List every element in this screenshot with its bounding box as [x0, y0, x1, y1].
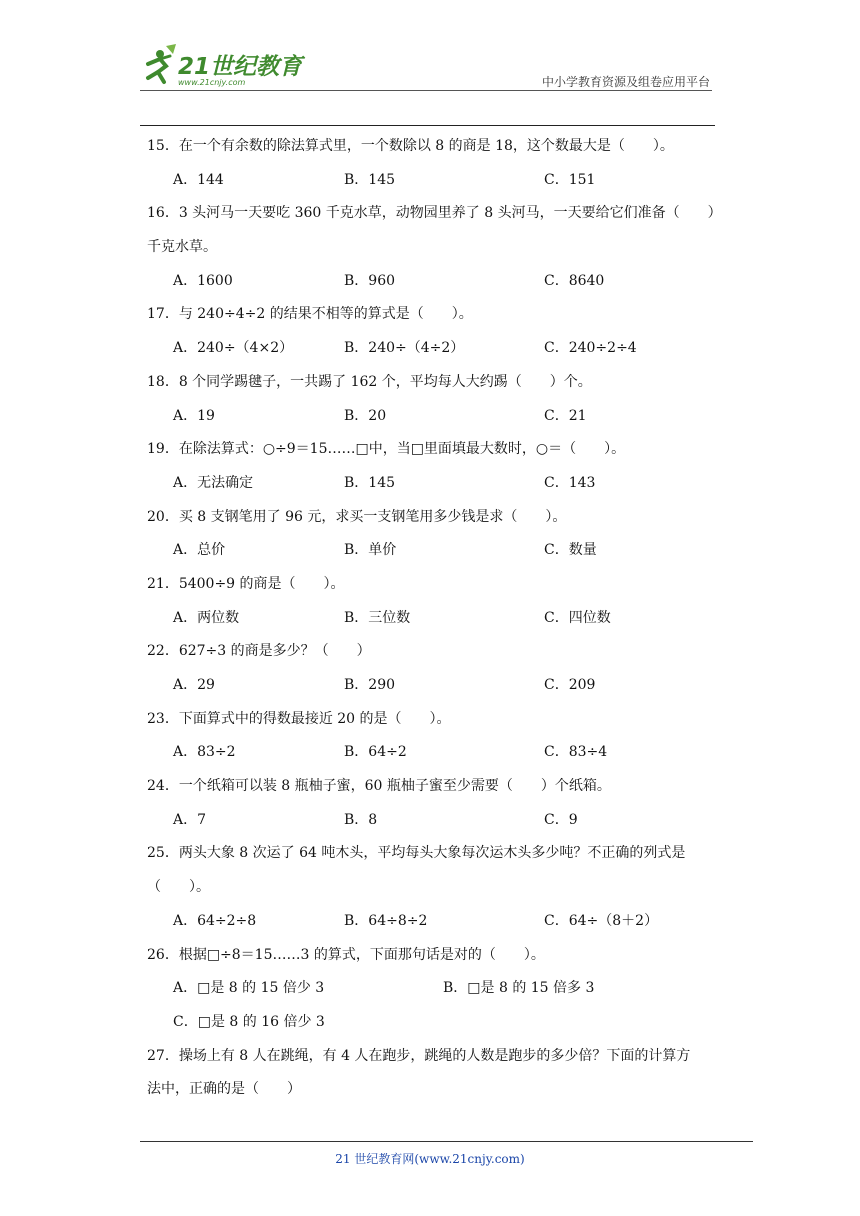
question-stem: 22．627÷3 的商是多少？（ ）	[147, 643, 371, 660]
question-stem: 23．下面算式中的得数最接近 20 的是（ ）。	[147, 710, 451, 727]
options-row	[147, 165, 717, 199]
option-b[interactable]: B．240÷（4÷2）	[344, 340, 465, 357]
options-row	[147, 906, 717, 940]
logo-url: www.21cnjy.com	[178, 78, 246, 87]
question-stem: （ ）。	[147, 879, 210, 896]
option-c[interactable]: C．83÷4	[544, 744, 608, 761]
option-a[interactable]: A．□是 8 的 15 倍少 3	[173, 980, 325, 997]
logo-text: 21世纪教育	[178, 54, 303, 80]
question-stem: 17．与 240÷4÷2 的结果不相等的算式是（ ）。	[147, 306, 473, 323]
option-c[interactable]: C．9	[544, 811, 578, 828]
option-b[interactable]: B．64÷8÷2	[344, 912, 428, 929]
question-stem: 26．根据□÷8＝15……3 的算式，下面那句话是对的（ ）。	[147, 946, 545, 963]
question-block	[147, 771, 717, 838]
option-c[interactable]: C．64÷（8＋2）	[544, 912, 659, 929]
page-header	[0, 0, 860, 130]
option-b[interactable]: B．290	[344, 677, 396, 693]
site-logo[interactable]	[140, 42, 340, 94]
option-b[interactable]: B．□是 8 的 15 倍多 3	[443, 980, 595, 997]
option-b[interactable]: B．960	[344, 272, 396, 289]
options-row	[147, 468, 717, 502]
question-block	[147, 198, 722, 299]
options-row	[147, 333, 717, 367]
question-block	[147, 131, 717, 198]
options-row	[147, 1007, 717, 1041]
question-stem: 19．在除法算式：○÷9＝15……□中，当□里面填最大数时，○＝（ ）。	[147, 441, 626, 458]
multiple-choice-questions	[147, 131, 722, 940]
option-b[interactable]: B．145	[344, 474, 396, 491]
option-b[interactable]: B．三位数	[344, 609, 411, 626]
option-b[interactable]: B．20	[344, 407, 387, 424]
question-list	[147, 131, 722, 1108]
question-27	[147, 1041, 717, 1108]
question-stem: 16．3 头河马一天要吃 360 千克水草，动物园里养了 8 头河马，一天要给它们准备（ ）	[147, 205, 722, 222]
option-c[interactable]: C．□是 8 的 16 倍少 3	[173, 1013, 325, 1030]
options-row	[147, 535, 717, 569]
question-stem: 20．买 8 支钢笔用了 96 元，求买一支钢笔用多少钱是求（ ）。	[147, 508, 567, 525]
question-block	[147, 502, 717, 569]
question-block	[147, 636, 717, 703]
option-a[interactable]: A．7	[173, 811, 207, 828]
question-stem: 25．两头大象 8 次运了 64 吨木头，平均每头大象每次运木头多少吨？不正确的列式是	[147, 845, 686, 862]
option-a[interactable]: A．1600	[173, 272, 233, 289]
question-26	[147, 940, 717, 1041]
question-block	[147, 569, 717, 636]
option-a[interactable]: A．64÷2÷8	[173, 912, 257, 929]
option-c[interactable]: C．240÷2÷4	[544, 340, 637, 357]
option-a[interactable]: A．两位数	[173, 609, 240, 626]
options-row	[147, 670, 717, 704]
question-stem: 21．5400÷9 的商是（ ）。	[147, 575, 345, 592]
platform-title: 中小学教育资源及组卷应用平台	[541, 75, 710, 89]
header-divider	[140, 90, 712, 91]
question-stem: 15．在一个有余数的除法算式里，一个数除以 8 的商是 18，这个数最大是（ ）。	[147, 138, 674, 154]
option-c[interactable]: C．209	[544, 677, 596, 693]
option-a[interactable]: A．83÷2	[173, 744, 236, 761]
question-stem: 千克水草。	[147, 239, 217, 256]
option-a[interactable]: A．无法确定	[173, 474, 254, 491]
option-b[interactable]: B．单价	[344, 542, 397, 559]
options-row	[147, 401, 717, 435]
footer-link[interactable]: 21 世纪教育网(www.21cnjy.com)	[335, 1152, 525, 1166]
options-row	[147, 973, 717, 1007]
option-c[interactable]: C．8640	[544, 272, 605, 289]
option-c[interactable]: C．151	[544, 171, 596, 188]
option-a[interactable]: A．总价	[173, 542, 226, 559]
question-block	[147, 367, 717, 434]
question-block	[147, 704, 717, 771]
option-a[interactable]: A．19	[173, 407, 215, 424]
question-stem: 18．8 个同学踢毽子，一共踢了 162 个，平均每人大约踢（ ）个。	[147, 373, 592, 390]
content-top-rule	[140, 125, 715, 126]
footer-rule	[140, 1141, 753, 1142]
option-a[interactable]: A．29	[173, 677, 215, 693]
options-row	[147, 603, 717, 637]
option-c[interactable]: C．21	[544, 407, 587, 424]
option-a[interactable]: A．240÷（4×2）	[173, 340, 294, 357]
option-b[interactable]: B．64÷2	[344, 744, 407, 761]
question-block	[147, 299, 717, 366]
option-a[interactable]: A．144	[173, 171, 224, 188]
option-c[interactable]: C．143	[544, 474, 596, 491]
question-stem: 24．一个纸箱可以装 8 瓶柚子蜜，60 瓶柚子蜜至少需要（ ）个纸箱。	[147, 778, 611, 795]
runner-logo-icon	[140, 42, 180, 90]
question-block	[147, 434, 717, 501]
options-row	[147, 805, 717, 839]
option-b[interactable]: B．145	[344, 171, 396, 188]
option-b[interactable]: B．8	[344, 811, 378, 828]
question-stem: 法中，正确的是（ ）	[147, 1081, 301, 1098]
options-row	[147, 737, 717, 771]
options-row	[147, 266, 717, 300]
option-c[interactable]: C．数量	[544, 542, 597, 559]
question-block	[147, 838, 717, 939]
option-c[interactable]: C．四位数	[544, 609, 611, 626]
question-stem: 27．操场上有 8 人在跳绳，有 4 人在跑步，跳绳的人数是跑步的多少倍？下面的计算方	[147, 1047, 691, 1064]
